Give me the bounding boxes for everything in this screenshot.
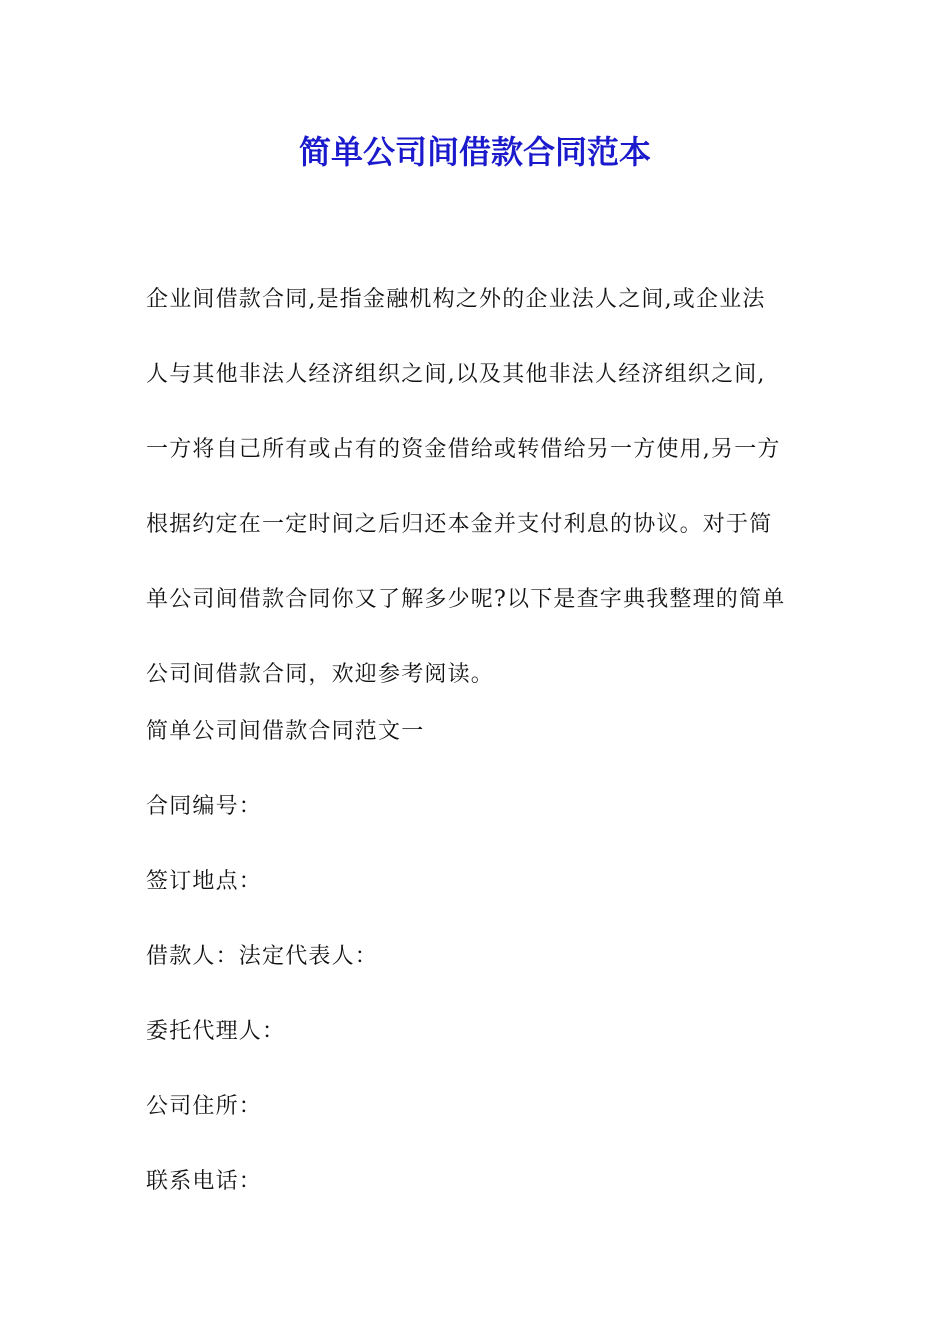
contract-number-field: 合同编号： xyxy=(146,794,263,819)
sign-place-field: 签订地点： xyxy=(146,869,263,894)
intro-paragraph xyxy=(146,262,816,712)
intro-line-3: 一方将自己所有或占有的资金借给或转借给另一方使用,另一方 xyxy=(146,437,781,462)
intro-line-6: 公司间借款合同，欢迎参考阅读。 xyxy=(146,662,495,687)
company-address-field: 公司住所： xyxy=(146,1094,263,1119)
document-title: 简单公司间借款合同范本 xyxy=(298,133,651,171)
borrower-field: 借款人：法定代表人： xyxy=(146,944,379,969)
intro-line-1: 企业间借款合同,是指金融机构之外的企业法人之间,或企业法 xyxy=(146,287,766,312)
agent-field: 委托代理人： xyxy=(146,1019,286,1044)
intro-line-4: 根据约定在一定时间之后归还本金并支付利息的协议。对于简 xyxy=(146,512,773,537)
intro-line-5: 单公司间借款合同你又了解多少呢?以下是查字典我整理的简单 xyxy=(146,587,786,612)
section-heading: 简单公司间借款合同范文一 xyxy=(146,719,425,744)
phone-field: 联系电话： xyxy=(146,1169,263,1194)
intro-line-2: 人与其他非法人经济组织之间,以及其他非法人经济组织之间, xyxy=(146,362,766,387)
